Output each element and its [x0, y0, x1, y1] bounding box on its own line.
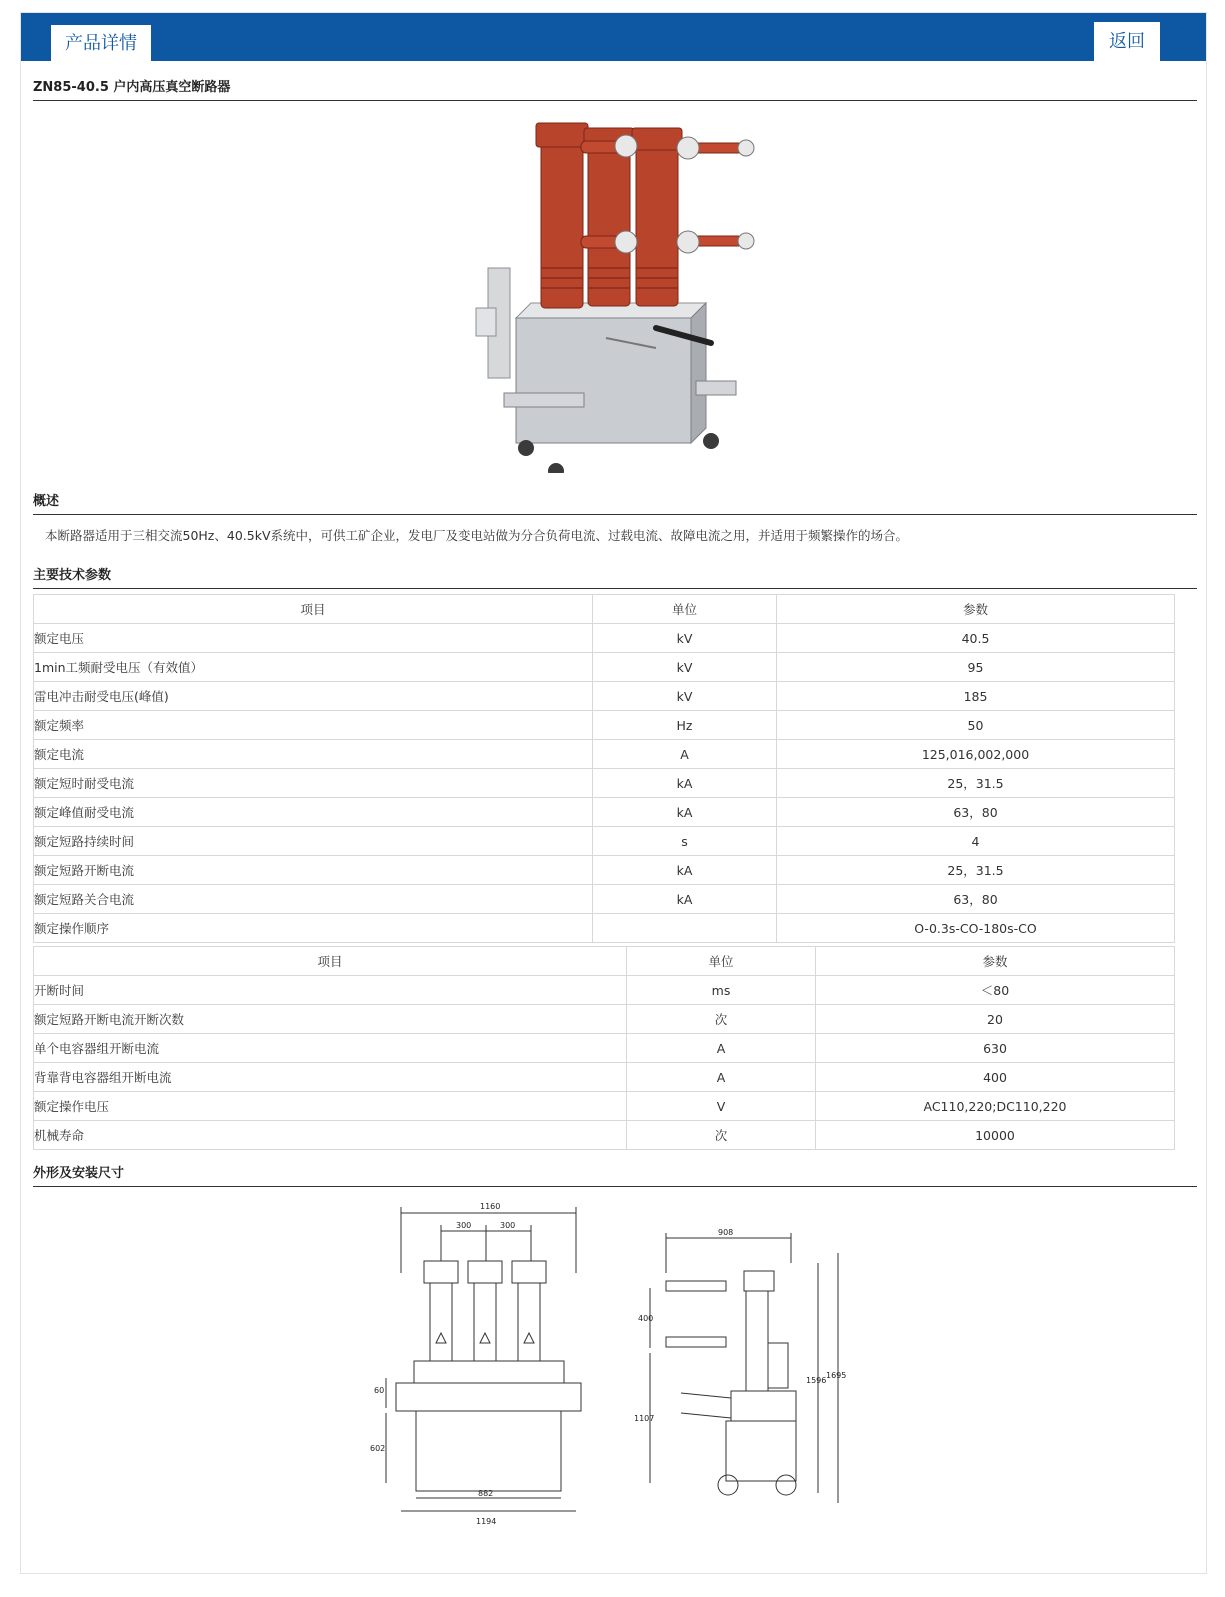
spec-table-main-row [34, 740, 1175, 769]
spec-table-extra-cell: 额定操作电压 [34, 1092, 627, 1121]
spec-table-extra [33, 946, 1175, 1150]
header-bar [21, 13, 1206, 61]
spec-table-main-cell: 40.5 [777, 624, 1175, 653]
content-panel [20, 12, 1207, 1574]
dim-phase-pitch-left: 300 [456, 1221, 472, 1230]
spec-table-extra-cell: A [627, 1063, 816, 1092]
spec-table-extra-row [34, 1063, 1175, 1092]
spec-table-extra-cell: V [627, 1092, 816, 1121]
spec-table-main-row [34, 827, 1175, 856]
spec-table-main-header-cell: 参数 [777, 595, 1175, 624]
spec-table-extra-row [34, 1034, 1175, 1063]
spec-table-extra-cell: 10000 [816, 1121, 1175, 1150]
spec-table-main-cell: 25，31.5 [777, 856, 1175, 885]
spec-table-main-row [34, 711, 1175, 740]
spec-table-main-cell: A [593, 740, 777, 769]
overview-text: 本断路器适用于三相交流50Hz、40.5kV系统中，可供工矿企业，发电厂及变电站做为分合负荷电流、过载电流、故障电流之用，并适用于频繁操作的场合。 [45, 528, 908, 543]
spec-table-extra-cell: 630 [816, 1034, 1175, 1063]
overview-heading: 概述 [33, 490, 1197, 515]
spec-table-main-cell: 额定操作顺序 [34, 914, 593, 943]
spec-table-main-cell: 50 [777, 711, 1175, 740]
spec-table-extra-header-cell: 单位 [627, 947, 816, 976]
spec-table-extra-cell: 开断时间 [34, 976, 627, 1005]
spec-table-main-row [34, 885, 1175, 914]
product-photo [456, 103, 756, 473]
spec-table-main-cell: 额定频率 [34, 711, 593, 740]
spec-table-main-header-cell: 单位 [593, 595, 777, 624]
specs-heading: 主要技术参数 [33, 564, 1197, 589]
spec-table-extra-row [34, 976, 1175, 1005]
spec-table-main-cell: 4 [777, 827, 1175, 856]
spec-table-main-cell: kA [593, 856, 777, 885]
spec-table-extra-cell: 背靠背电容器组开断电流 [34, 1063, 627, 1092]
spec-table-main-cell: 95 [777, 653, 1175, 682]
spec-table-main-row [34, 624, 1175, 653]
spec-table-main-cell: 25，31.5 [777, 769, 1175, 798]
spec-table-main-cell: 125,016,002,000 [777, 740, 1175, 769]
spec-table-main-row [34, 856, 1175, 885]
spec-table-main-cell: 额定短时耐受电流 [34, 769, 593, 798]
spec-table-extra-header-cell: 项目 [34, 947, 627, 976]
spec-table-main-cell: kA [593, 769, 777, 798]
spec-table-main-cell: kA [593, 885, 777, 914]
spec-table-main-row [34, 682, 1175, 711]
dim-front-total-width: 1160 [480, 1202, 501, 1211]
spec-table-main-cell [593, 914, 777, 943]
spec-table-extra-cell: 次 [627, 1121, 816, 1150]
spec-table-extra-row [34, 1092, 1175, 1121]
spec-table-extra-cell: 次 [627, 1005, 816, 1034]
dim-side-height-b: 1695 [826, 1371, 846, 1380]
spec-table-main-cell: 额定短路关合电流 [34, 885, 593, 914]
spec-table-main-cell: 额定短路开断电流 [34, 856, 593, 885]
dim-side-depth: 908 [718, 1228, 734, 1237]
spec-table-extra-row [34, 1121, 1175, 1150]
side-view [650, 1233, 838, 1503]
dim-base-width: 882 [478, 1489, 494, 1498]
spec-table-main-cell: 63，80 [777, 798, 1175, 827]
dim-phase-pitch-right: 300 [500, 1221, 516, 1230]
spec-table-extra-cell: 单个电容器组开断电流 [34, 1034, 627, 1063]
spec-table-main-cell: s [593, 827, 777, 856]
spec-table-extra-cell: ms [627, 976, 816, 1005]
dim-left-height: 602 [370, 1444, 386, 1453]
dim-left-small: 60 [374, 1386, 385, 1395]
spec-table-main-cell: O-0.3s-CO-180s-CO [777, 914, 1175, 943]
spec-table-main [33, 594, 1175, 943]
spec-table-main-cell: Hz [593, 711, 777, 740]
spec-table-main-row [34, 914, 1175, 943]
spec-table-main-cell: 雷电冲击耐受电压(峰值) [34, 682, 593, 711]
circuit-breaker-illustration [476, 123, 754, 473]
spec-table-main-cell: kA [593, 798, 777, 827]
spec-table-main-cell: kV [593, 624, 777, 653]
spec-table-extra-cell: 20 [816, 1005, 1175, 1034]
spec-table-main-header-row [34, 595, 1175, 624]
spec-table-extra-cell: 机械寿命 [34, 1121, 627, 1150]
spec-table-extra-cell: A [627, 1034, 816, 1063]
spec-table-main-cell: kV [593, 653, 777, 682]
spec-table-extra-header-row [34, 947, 1175, 976]
spec-table-extra-cell: AC110,220;DC110,220 [816, 1092, 1175, 1121]
product-title: ZN85-40.5 户内高压真空断路器 [33, 76, 1197, 101]
spec-table-extra-cell: 额定短路开断电流开断次数 [34, 1005, 627, 1034]
spec-table-main-row [34, 769, 1175, 798]
spec-table-main-header-cell: 项目 [34, 595, 593, 624]
spec-table-main-cell: 额定峰值耐受电流 [34, 798, 593, 827]
spec-table-extra-cell: 400 [816, 1063, 1175, 1092]
spec-table-main-cell: 额定短路持续时间 [34, 827, 593, 856]
spec-table-extra-cell: ＜80 [816, 976, 1175, 1005]
spec-table-extra-header-cell: 参数 [816, 947, 1175, 976]
spec-table-main-cell: 额定电流 [34, 740, 593, 769]
spec-table-main-cell: 185 [777, 682, 1175, 711]
back-button[interactable]: 返回 [1094, 22, 1160, 61]
spec-table-main-cell: 额定电压 [34, 624, 593, 653]
tab-product-detail[interactable]: 产品详情 [51, 25, 151, 61]
spec-table-extra-row [34, 1005, 1175, 1034]
front-view [386, 1207, 581, 1511]
dimensions-heading: 外形及安装尺寸 [33, 1162, 1197, 1187]
spec-table-main-row [34, 653, 1175, 682]
spec-table-main-cell: 1min工频耐受电压（有效值） [34, 653, 593, 682]
dim-overall-width: 1194 [476, 1517, 497, 1526]
spec-table-main-row [34, 798, 1175, 827]
dim-side-terminal: 400 [638, 1314, 654, 1323]
spec-table-main-cell: 63，80 [777, 885, 1175, 914]
dimension-drawing [366, 1193, 846, 1563]
dim-side-low: 1107 [634, 1414, 655, 1423]
dim-side-height-a: 1596 [806, 1376, 827, 1385]
spec-table-main-cell: kV [593, 682, 777, 711]
